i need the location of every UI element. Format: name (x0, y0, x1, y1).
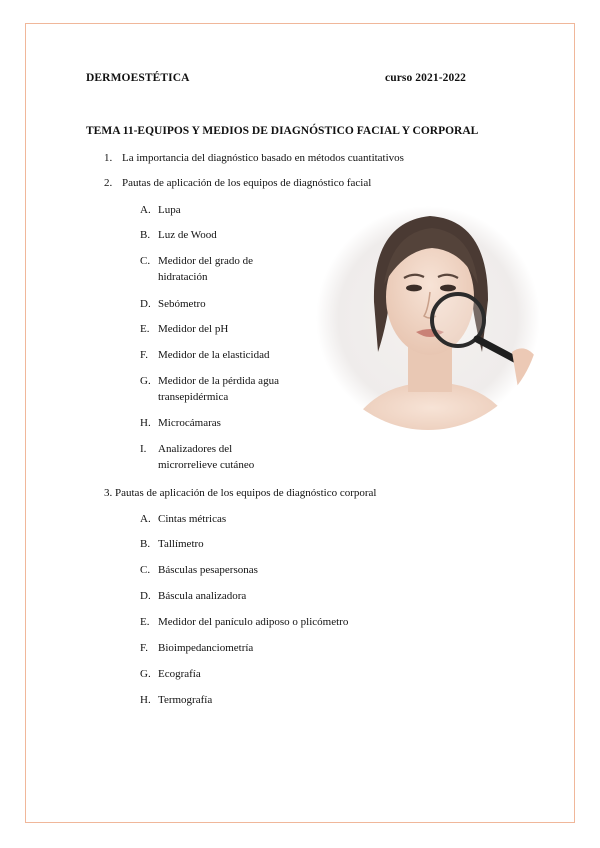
facial-item-letter: A. (140, 204, 151, 216)
section-1-text: La importancia del diagnóstico basado en métodos cuantitativos (122, 152, 404, 164)
facial-item-letter: E. (140, 323, 150, 335)
section-2-text: Pautas de aplicación de los equipos de diagnóstico facial (122, 177, 372, 189)
facial-item-analizadores-cont: microrrelieve cutáneo (158, 459, 255, 471)
body-item-cintas: Cintas métricas (158, 513, 227, 525)
facial-item-letter: C. (140, 255, 151, 267)
facial-item-letter: G. (140, 375, 151, 387)
body-item-bioimpedanciometria: Bioimpedanciometría (158, 642, 254, 654)
facial-item-microcamaras: Microcámaras (158, 417, 221, 429)
facial-item-lupa: Lupa (158, 204, 181, 216)
facial-item-analizadores: Analizadores del (158, 443, 233, 455)
body-item-letter: G. (140, 668, 151, 680)
facial-item-letter: B. (140, 229, 151, 241)
facial-item-hidratacion-cont: hidratación (158, 271, 208, 283)
body-item-basculas: Básculas pesapersonas (158, 564, 258, 576)
woman-magnifier-illustration (312, 192, 544, 444)
body-item-termografia: Termografía (158, 694, 213, 706)
facial-item-perdida-agua-cont: transepidérmica (158, 391, 229, 403)
body-item-tallimetro: Tallímetro (158, 538, 204, 550)
body-item-letter: C. (140, 564, 151, 576)
document-title: TEMA 11-EQUIPOS Y MEDIOS DE DIAGNÓSTICO FACIAL Y CORPORAL (86, 125, 479, 137)
facial-item-ph: Medidor del pH (158, 323, 229, 335)
header-course: curso 2021-2022 (385, 72, 467, 84)
body-item-letter: B. (140, 538, 151, 550)
facial-item-sebometro: Sebómetro (158, 298, 206, 310)
facial-item-elasticidad: Medidor de la elasticidad (158, 349, 270, 361)
body-item-ecografia: Ecografía (158, 668, 201, 680)
facial-item-letter: H. (140, 417, 151, 429)
body-item-letter: H. (140, 694, 151, 706)
body-item-letter: A. (140, 513, 151, 525)
section-2-number: 2. (104, 177, 113, 189)
facial-item-letter: F. (140, 349, 148, 361)
body-item-bascula-analizadora: Báscula analizadora (158, 590, 247, 602)
facial-item-hidratacion: Medidor del grado de (158, 255, 253, 267)
section-3-text: 3. Pautas de aplicación de los equipos de diagnóstico corporal (104, 487, 377, 499)
section-1-number: 1. (104, 152, 113, 164)
facial-item-letter: I. (140, 443, 147, 455)
facial-item-perdida-agua: Medidor de la pérdida agua (158, 375, 279, 387)
body-item-letter: E. (140, 616, 150, 628)
body-item-plicometro: Medidor del panículo adiposo o plicómetro (158, 616, 349, 628)
header-subject: DERMOESTÉTICA (86, 72, 190, 84)
facial-item-luz-de-wood: Luz de Wood (158, 229, 217, 241)
body-item-letter: F. (140, 642, 148, 654)
facial-item-letter: D. (140, 298, 151, 310)
body-item-letter: D. (140, 590, 151, 602)
